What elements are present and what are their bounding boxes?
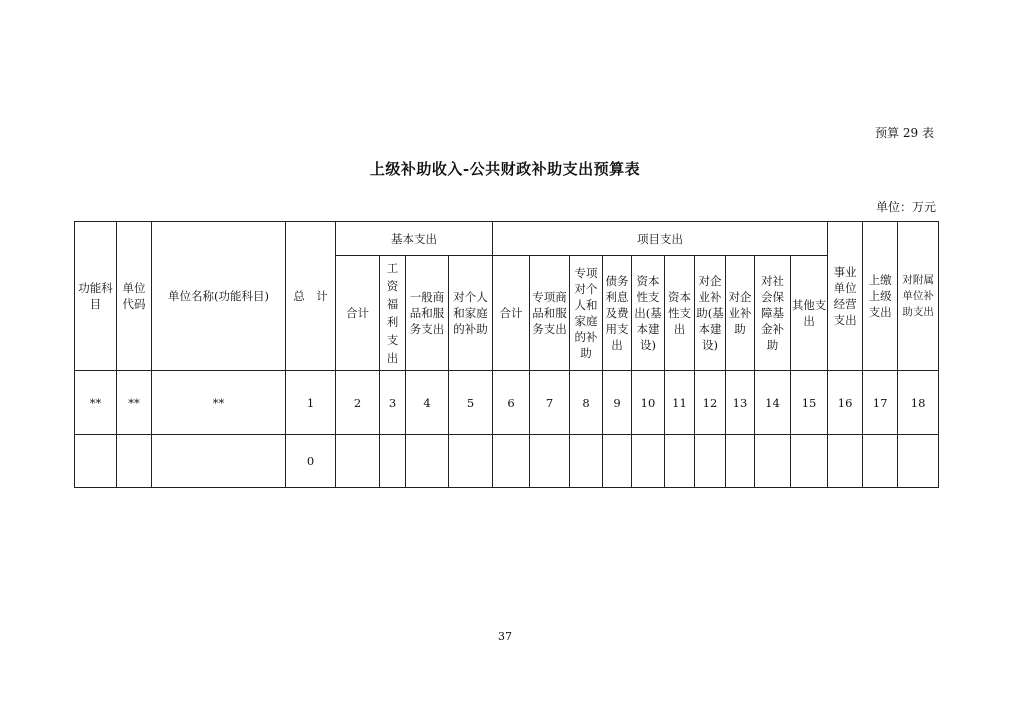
data-cell [570, 435, 603, 488]
data-cell [152, 435, 286, 488]
unit-label: 单位：万元 [875, 200, 936, 214]
index-cell: 12 [695, 371, 726, 435]
index-cell: 8 [570, 371, 603, 435]
header-project-col: 资本 性支 出(基 本建 设) [632, 256, 665, 371]
data-cell [603, 435, 632, 488]
header-project-col: 其他支 出 [791, 256, 828, 371]
header-project-col: 债务 利息 及费 用支 出 [603, 256, 632, 371]
index-cell: 17 [863, 371, 898, 435]
data-cell [493, 435, 530, 488]
header-project-col: 专项 对个 人和 家庭 的补 助 [570, 256, 603, 371]
data-cell [530, 435, 570, 488]
data-cell-total: 0 [286, 435, 336, 488]
index-cell: 13 [726, 371, 755, 435]
index-cell: 7 [530, 371, 570, 435]
table-row [75, 435, 939, 488]
data-cell [828, 435, 863, 488]
data-cell [336, 435, 380, 488]
header-project-col: 合计 [493, 256, 530, 371]
header-unit-code: 单位 代码 [117, 222, 152, 371]
index-cell: 18 [898, 371, 939, 435]
index-cell: ** [75, 371, 117, 435]
index-cell: 9 [603, 371, 632, 435]
page-title: 上级补助收入-公共财政补助支出预算表 [369, 160, 641, 178]
index-cell: 1 [286, 371, 336, 435]
header-tail-col: 对附属 单位补 助支出 [898, 222, 939, 371]
header-basic-col: 工 资 福 利 支 出 [380, 256, 406, 371]
index-cell: 16 [828, 371, 863, 435]
header-basic-col: 对个人 和家庭 的补助 [449, 256, 493, 371]
header-project-col: 对企 业补 助(基 本建 设) [695, 256, 726, 371]
header-unit-name: 单位名称(功能科目) [152, 222, 286, 371]
index-cell: 6 [493, 371, 530, 435]
data-cell [898, 435, 939, 488]
data-cell [695, 435, 726, 488]
data-cell [380, 435, 406, 488]
form-number: 预算 29 表 [875, 126, 934, 140]
data-cell [632, 435, 665, 488]
index-cell: 4 [406, 371, 449, 435]
index-cell: 5 [449, 371, 493, 435]
header-project-group: 项目支出 [493, 222, 828, 256]
index-cell: 3 [380, 371, 406, 435]
data-cell [726, 435, 755, 488]
index-row [75, 371, 939, 435]
header-project-col: 对企 业补 助 [726, 256, 755, 371]
data-cell [406, 435, 449, 488]
page-number: 37 [498, 630, 512, 643]
header-project-col: 专项商 品和服 务支出 [530, 256, 570, 371]
index-cell: 2 [336, 371, 380, 435]
header-basic-col: 合计 [336, 256, 380, 371]
header-func-subject: 功能科 目 [75, 222, 117, 371]
budget-table [74, 221, 939, 488]
data-cell [863, 435, 898, 488]
index-cell: 15 [791, 371, 828, 435]
index-cell: 10 [632, 371, 665, 435]
data-cell [117, 435, 152, 488]
index-cell: ** [152, 371, 286, 435]
data-cell [791, 435, 828, 488]
data-cell [449, 435, 493, 488]
header-tail-col: 事业 单位 经营 支出 [828, 222, 863, 371]
index-cell: 14 [755, 371, 791, 435]
header-tail-col: 上缴 上级 支出 [863, 222, 898, 371]
header-total: 总 计 [286, 222, 336, 371]
index-cell: ** [117, 371, 152, 435]
data-cell [75, 435, 117, 488]
header-basic-group: 基本支出 [336, 222, 493, 256]
header-basic-col: 一般商 品和服 务支出 [406, 256, 449, 371]
data-cell [755, 435, 791, 488]
header-project-col: 资本 性支 出 [665, 256, 695, 371]
index-cell: 11 [665, 371, 695, 435]
header-project-col: 对社 会保 障基 金补 助 [755, 256, 791, 371]
data-cell [665, 435, 695, 488]
